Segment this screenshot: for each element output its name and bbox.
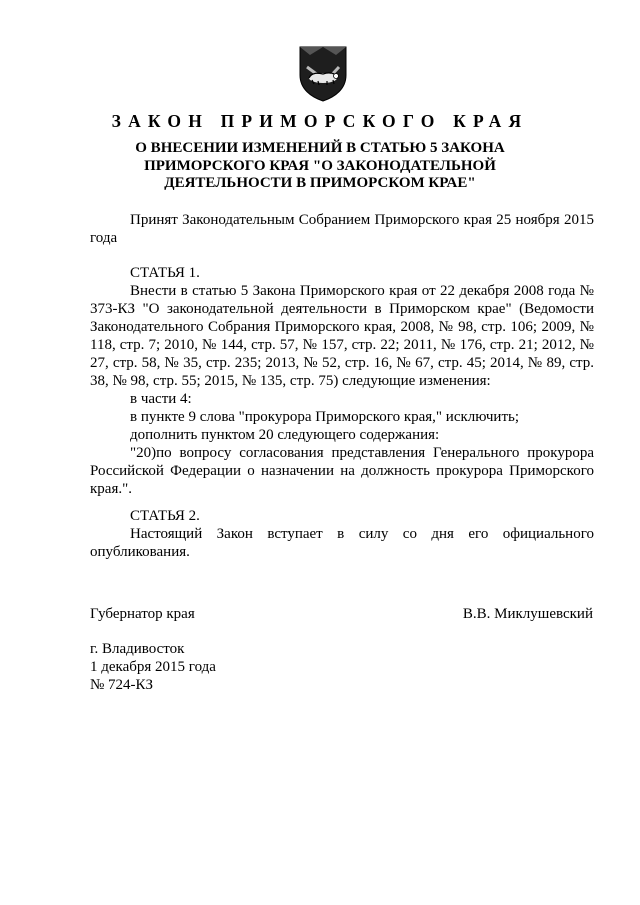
- signatory-name: В.В. Миклушевский: [462, 606, 593, 622]
- law-subtitle: [90, 140, 550, 193]
- signatory-position: Губернатор края: [90, 606, 195, 622]
- article-1-item-2: дополнить пунктом 20 следующего содержания:: [130, 427, 440, 443]
- article-1-quote: "20)по вопросу согласования представления Генерального прокурора Российской Федерации о назначении на должность прокурора Приморского края.".: [90, 445, 594, 497]
- adoption-statement: Принят Законодательным Собранием Приморского края 25 ноября 2015 года: [90, 212, 594, 246]
- article-1-intro: Внести в статью 5 Закона Приморского края от 22 декабря 2008 года № 373-КЗ "О законодательной деятельности в Приморском крае" (Ведомости Законодательного Собрания Приморского края, 2008, № 98, стр. 106; 2009, № 118, стр. 7; 2010, № 144, стр. 57, № 157, стр. 22; 2011, № 176, стр. 21; 2012, № 27, стр. 58, № 35, стр. 235; 2013, № 52, стр. 16, № 67, стр. 45; 2014, № 89, стр. 38, № 98, стр. 55; 2015, № 135, стр. 75) следующие изменения:: [90, 283, 594, 389]
- footer-date: 1 декабря 2015 года: [90, 659, 216, 675]
- article-1-item-1: в пункте 9 слова "прокурора Приморского края," исключить;: [130, 409, 520, 425]
- article-2-heading: СТАТЬЯ 2.: [130, 508, 200, 524]
- coat-of-arms-icon: [296, 43, 350, 103]
- subtitle-line: ПРИМОРСКОГО КРАЯ "О ЗАКОНОДАТЕЛЬНОЙ: [144, 157, 496, 174]
- footer-number: № 724-КЗ: [90, 677, 154, 693]
- subtitle-line: О ВНЕСЕНИИ ИЗМЕНЕНИЙ В СТАТЬЮ 5 ЗАКОНА: [135, 140, 505, 156]
- law-title: ЗАКОН ПРИМОРСКОГО КРАЯ: [111, 111, 529, 131]
- article-1-part: в части 4:: [130, 391, 192, 407]
- article-1-heading: СТАТЬЯ 1.: [130, 265, 200, 281]
- article-2-text: Настоящий Закон вступает в силу со дня его официального опубликования.: [90, 526, 594, 560]
- subtitle-line: ДЕЯТЕЛЬНОСТИ В ПРИМОРСКОМ КРАЕ": [164, 175, 476, 191]
- footer-city: г. Владивосток: [90, 641, 185, 657]
